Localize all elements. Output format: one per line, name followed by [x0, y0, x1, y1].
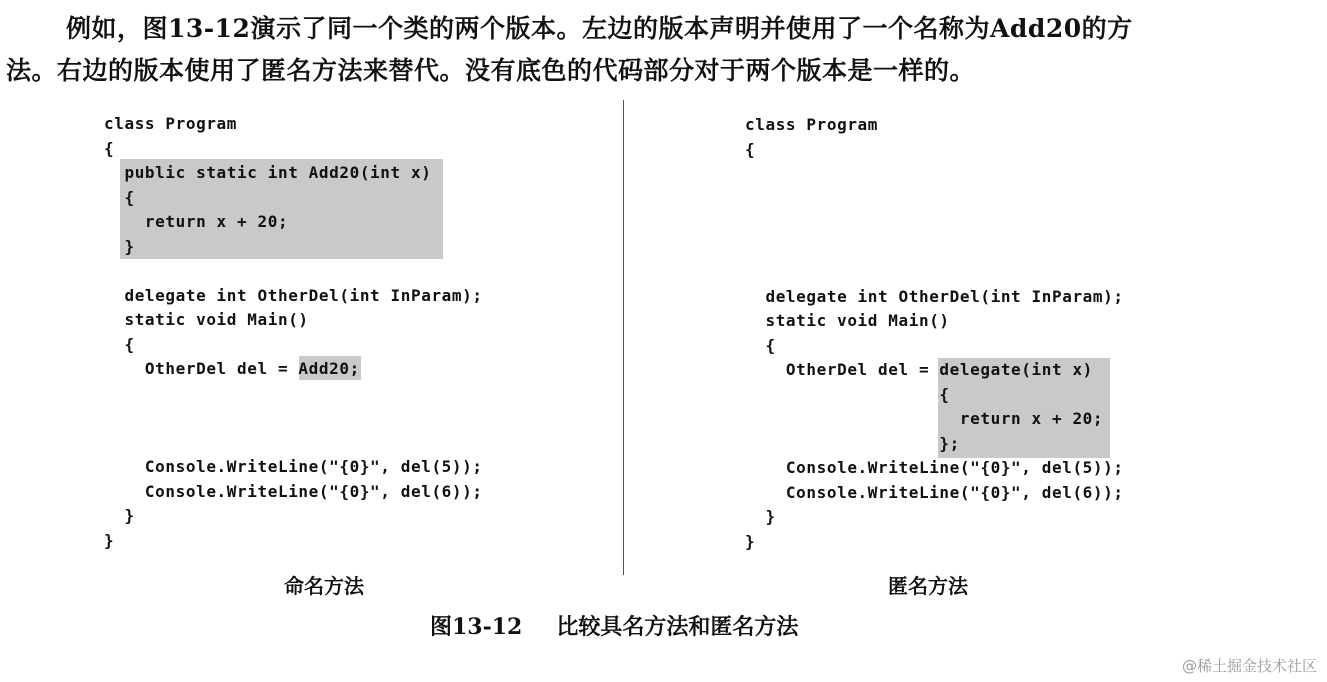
- code-line: [104, 382, 483, 407]
- code-line: public static int Add20(int x): [104, 163, 432, 182]
- code-line: {: [104, 138, 115, 158]
- left-label: 命名方法: [284, 574, 364, 598]
- code-line: }: [104, 530, 115, 550]
- intro-paragraph: [6, 8, 1306, 92]
- code-line: {: [745, 335, 776, 355]
- code-line: {: [745, 139, 756, 159]
- code-line: class Program: [104, 114, 238, 133]
- code-line: };: [745, 433, 960, 453]
- right-label: 匿名方法: [888, 574, 968, 598]
- right-code-block: [745, 113, 1124, 554]
- code-line: {: [104, 334, 135, 354]
- paragraph-line-2: 法。右边的版本使用了匿名方法来替代。没有底色的代码部分对于两个版本是一样的。: [6, 56, 976, 85]
- code-line: [745, 260, 1124, 285]
- code-line: }: [104, 506, 135, 525]
- code-line: {: [745, 384, 950, 404]
- paragraph-line-1: 例如，图13-12演示了同一个类的两个版本。左边的版本声明并使用了一个名称为Add20的方: [66, 14, 1133, 43]
- code-line: OtherDel del = Add20;: [104, 359, 360, 378]
- code-line: static void Main(): [745, 311, 950, 330]
- code-line: }: [745, 531, 756, 551]
- code-line: [745, 187, 1124, 212]
- code-line: {: [104, 187, 135, 207]
- code-line: class Program: [745, 115, 879, 134]
- code-line: [104, 431, 483, 456]
- code-line: [104, 259, 483, 284]
- code-line: [745, 236, 1124, 261]
- code-line: return x + 20;: [745, 409, 1104, 428]
- code-line: Console.WriteLine("{0}", del(6));: [745, 482, 1124, 502]
- code-line: [745, 211, 1124, 236]
- column-divider: [623, 100, 624, 575]
- figure-title: 比较具名方法和匿名方法: [556, 614, 799, 640]
- code-line: delegate int OtherDel(int InParam);: [104, 285, 483, 305]
- code-line: [104, 406, 483, 431]
- code-line: OtherDel del = delegate(int x): [745, 360, 1093, 379]
- watermark: @稀土掘金技术社区: [1181, 657, 1317, 675]
- left-code-block: [104, 112, 483, 553]
- code-line: }: [745, 507, 776, 526]
- code-line: Console.WriteLine("{0}", del(6));: [104, 481, 483, 501]
- code-line: [745, 162, 1124, 187]
- code-line: }: [104, 236, 135, 256]
- code-line: Console.WriteLine("{0}", del(5));: [745, 458, 1124, 477]
- figure-caption: [430, 610, 798, 641]
- figure-number: 图13-12: [430, 614, 523, 640]
- code-line: static void Main(): [104, 310, 309, 329]
- code-line: Console.WriteLine("{0}", del(5));: [104, 457, 483, 476]
- code-line: return x + 20;: [104, 212, 289, 231]
- code-line: delegate int OtherDel(int InParam);: [745, 286, 1124, 306]
